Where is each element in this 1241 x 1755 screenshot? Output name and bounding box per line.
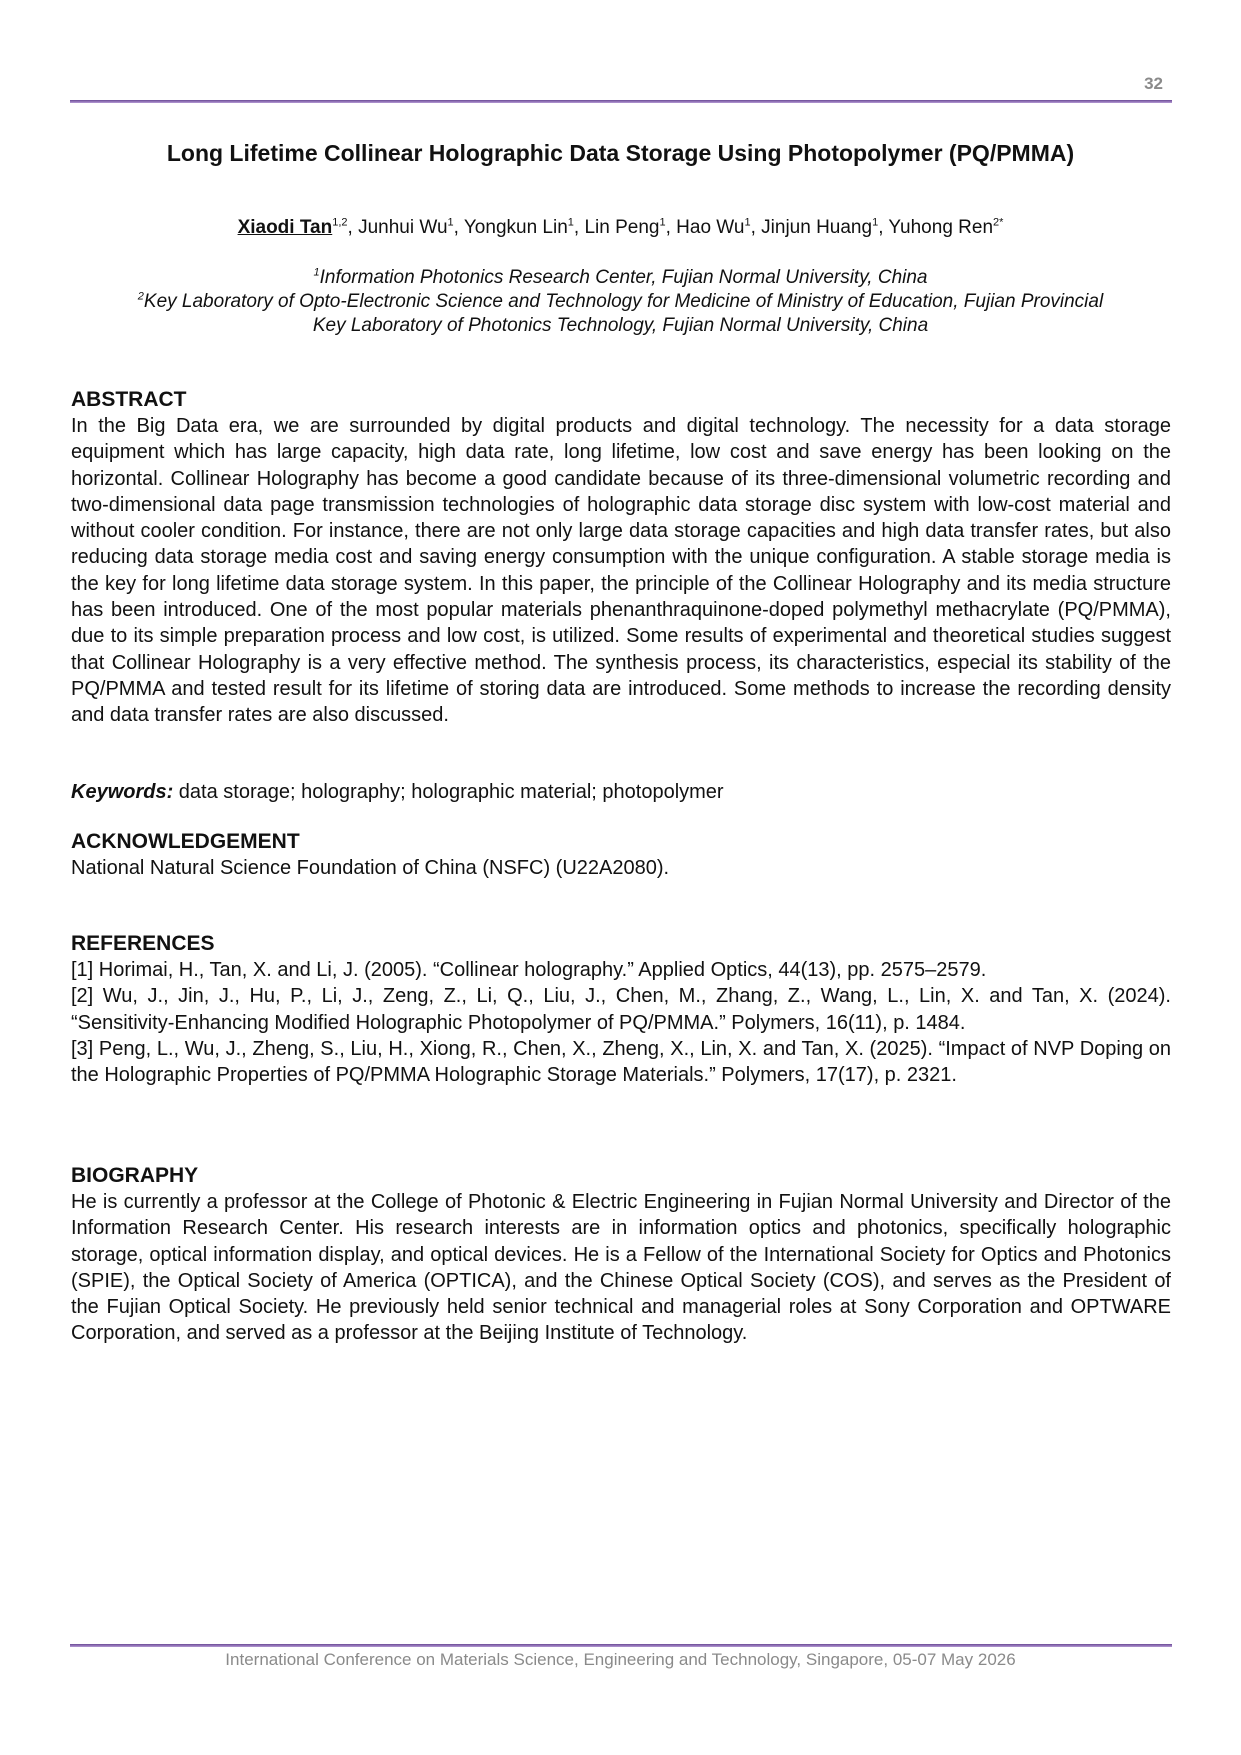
acknowledgement-text: National Natural Science Foundation of China (NSFC) (U22A2080). [71,857,670,879]
footer-rule [70,1644,1172,1647]
acknowledgement-section [71,829,1171,881]
author-name: Hao Wu [676,217,745,238]
references-heading: REFERENCES [71,932,215,955]
header-rule [70,100,1172,103]
author-affil-sup: 2* [993,216,1004,229]
author-affil-sup: 1 [567,216,574,229]
author-5: Hao Wu$^1$, [676,216,762,238]
biography-heading: BIOGRAPHY [71,1164,199,1187]
author-affil-sup: 1 [659,216,666,229]
affiliation-2-cont: Key Laboratory of Photonics Technology, Fujian Normal University, China [312,315,929,336]
abstract-heading: ABSTRACT [71,388,187,411]
author-name: Junhui Wu [358,217,448,238]
author-3: Yongkun Lin$^1$, [463,216,585,238]
biography-section [71,1163,1171,1347]
keywords-section [71,779,1171,805]
author-name: Yongkun Lin [463,217,568,238]
author-name: Jinjun Huang [761,217,873,238]
abstract-text: In the Big Data era, we are surrounded by digital products and digital technology. The necessity for a data storage equipment which has large capacity, high data rate, long lifetime, low cost and save energy has been looking on the horizontal. Collinear Holography has become a good candidate because of its three-dimensional volumetric recording and two-dimensional data page transmission technologies of holographic data storage disc system with low-cost material and without cooler condition. For instance, there are not only large data storage capacities and high data transfer rates, but also reducing data storage media cost and saving energy consumption with the unique configuration. A stable storage media is the key for long lifetime data storage system. In this paper, the principle of the Collinear Holography and its media structure has been introduced. One of the most popular materials phenanthraquinone-doped polymethyl methacrylate (PQ/PMMA), due to its simple preparation process and low cost, is utilized. Some results of experimental and theoretical studies suggest that Collinear Holography is a very effective method. The synthesis process, its characteristics, especial its stability of the PQ/PMMA and tested result for its lifetime of storing data are introduced. Some methods to increase the recording density and data transfer rates are also discussed. [71,415,1171,727]
reference-item: [3] Peng, L., Wu, J., Zheng, S., Liu, H., Xiong, R., Chen, X., Zheng, X., Lin, X. and Tan, X. (2025). “Impact of NVP Doping on the Holographic Properties of PQ/PMMA Holographic Storage Materials.” Polymers, 17(17), p. 2321. [71,1037,1171,1087]
keywords-text: data storage; holography; holographic material; photopolymer [173,781,724,803]
affiliation-sup: 1 [313,266,320,279]
affiliation-2 [0,290,1241,314]
paper-title: Long Lifetime Collinear Holographic Data Storage Using Photopolymer (PQ/PMMA) [166,140,1075,166]
reference-item: [2] Wu, J., Jin, J., Hu, P., Li, J., Zeng, Z., Li, Q., Liu, J., Chen, M., Zhang, Z., Wang, L., Lin, X. and Tan, X. (2024). “Sensitivity-Enhancing Modified Holographic Photopolymer of PQ/PMMA.” Polymers, 16(11), p. 1484. [71,985,1171,1034]
acknowledgement-heading: ACKNOWLEDGEMENT [71,830,300,853]
page-number: 32 [1144,74,1163,93]
author-list [0,217,1241,239]
affiliation-1 [0,266,1241,290]
affiliation-text: Information Photonics Research Center, Fujian Normal University, China [319,267,928,288]
author-2: Junhui Wu$^1$, [358,216,464,238]
author-affil-sup: 1,2 [332,216,348,229]
author-affil-sup: 1 [744,216,751,229]
author-1: Xiaodi Tan$^{1,2}$, [237,216,359,238]
biography-text: He is currently a professor at the College of Photonic & Electric Engineering in Fujian Normal University and Director of the Information Research Center. His research interests are in information optics and photonics, specifically holographic storage, optical information display, and optical devices. He is a Fellow of the International Society for Optics and Photonics (SPIE), the Optical Society of America (OPTICA), and the Chinese Optical Society (COS), and serves as the President of the Fujian Optical Society. He previously held senior technical and managerial roles at Sony Corporation and OPTWARE Corporation, and served as a professor at the Beijing Institute of Technology. [71,1191,1171,1345]
affiliation-text: Key Laboratory of Opto-Electronic Science and Technology for Medicine of Ministry of Education, Fujian Provincial [143,291,1104,312]
author-affil-sup: 1 [872,216,879,229]
author-name: Yuhong Ren [888,217,994,238]
author-name: Xiaodi Tan [237,217,333,238]
affiliations [0,266,1241,338]
author-6: Jinjun Huang$^1$, [761,216,889,238]
author-name: Lin Peng [584,217,660,238]
author-7 [888,217,1003,238]
author-4: Lin Peng$^1$, [584,216,677,238]
abstract-section [71,387,1171,729]
author-affil-sup: 1 [447,216,454,229]
affiliation-sup: 2 [137,290,144,303]
references-section [71,931,1171,1088]
keywords-label: Keywords: [71,781,174,803]
footer-text: International Conference on Materials Science, Engineering and Technology, Singapore, 05-07 May 2026 [225,1650,1016,1669]
reference-item: [1] Horimai, H., Tan, X. and Li, J. (2005). “Collinear holography.” Applied Optics, 44(13), pp. 2575–2579. [71,959,987,981]
